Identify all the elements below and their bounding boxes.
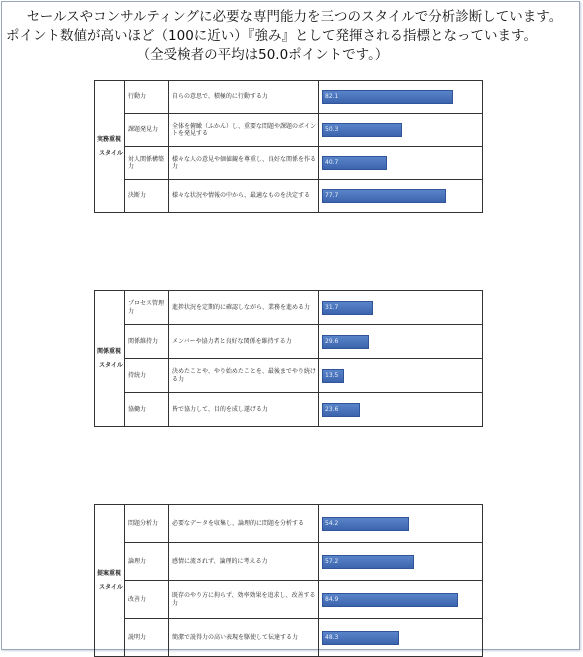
table-row — [95, 619, 483, 657]
score-value: 29.6 — [325, 337, 339, 345]
bar-cell — [319, 619, 483, 657]
score-value: 13.5 — [325, 371, 339, 379]
table-row — [95, 393, 483, 427]
bar-cell — [319, 291, 483, 325]
report-header — [0, 8, 583, 65]
bar-cell — [319, 81, 483, 114]
style-section — [94, 80, 483, 213]
style-name: 関係重視 — [97, 348, 122, 355]
bar-cell — [319, 325, 483, 359]
style-name: 提案重視 — [97, 570, 122, 577]
score-value: 31.7 — [325, 303, 339, 311]
table-row — [95, 505, 483, 543]
score-value: 23.6 — [325, 405, 339, 413]
skill-name: 課題発見力 — [125, 114, 169, 147]
bar-cell — [319, 393, 483, 427]
score-value: 54.2 — [325, 519, 339, 527]
score-value: 77.7 — [325, 192, 339, 199]
skill-description: 簡潔で説得力の高い表現を駆使して伝達する力 — [169, 619, 319, 657]
table-row — [95, 147, 483, 180]
skill-name: 論理力 — [125, 543, 169, 581]
table-row — [95, 325, 483, 359]
bar-cell — [319, 147, 483, 180]
style-label-cell — [95, 505, 125, 657]
score-bar — [322, 90, 453, 104]
skill-name: 持続力 — [125, 359, 169, 393]
header-line-2: ポイント数値が高いほど（100に近い）『強み』として発揮される指標となっています。 — [6, 28, 537, 44]
header-line-3: （全受検者の平均は50.0ポイントです。） — [136, 47, 389, 63]
table-row — [95, 114, 483, 147]
table-row — [95, 291, 483, 325]
bar-cell — [319, 180, 483, 213]
bar-cell — [319, 114, 483, 147]
table-row — [95, 180, 483, 213]
skill-description: 様々な人の意見や価値観を尊重し、良好な関係を作る力 — [169, 147, 319, 180]
score-value: 50.3 — [325, 126, 339, 133]
skill-name: 決断力 — [125, 180, 169, 213]
score-value: 40.7 — [325, 159, 339, 166]
style-label-cell — [95, 81, 125, 213]
table-row — [95, 581, 483, 619]
bar-cell — [319, 543, 483, 581]
skill-description: 全体を俯瞰（ふかん）し、重要な問題や課題のポイントを発見する — [169, 114, 319, 147]
skill-description: 自らの意思で、積極的に行動する力 — [169, 81, 319, 114]
skill-name: 協働力 — [125, 393, 169, 427]
table-row — [95, 359, 483, 393]
bar-cell — [319, 359, 483, 393]
skill-description: 既存のやり方に拘らず、効率効果を追求し、改善する力 — [169, 581, 319, 619]
skill-description: 皆で協力して、目的を成し遂げる力 — [169, 393, 319, 427]
style-label-cell — [95, 291, 125, 427]
score-bar — [322, 593, 458, 607]
style-section — [94, 290, 483, 427]
skill-name: 改善力 — [125, 581, 169, 619]
score-value: 82.1 — [325, 93, 339, 100]
skill-name: 対人関係構築力 — [125, 147, 169, 180]
style-name: 実務重視 — [97, 136, 122, 143]
score-value: 48.3 — [325, 633, 339, 641]
skill-description: 必要なデータを収集し、論理的に問題を分析する — [169, 505, 319, 543]
skill-description: 様々な状況や情報の中から、最適なものを決定する — [169, 180, 319, 213]
skill-name: 関係維持力 — [125, 325, 169, 359]
score-value: 57.2 — [325, 557, 339, 565]
skill-description: メンバーや協力者と良好な関係を維持する力 — [169, 325, 319, 359]
skill-description: 感情に流されず、論理的に考える力 — [169, 543, 319, 581]
table-row — [95, 543, 483, 581]
skill-name: 説明力 — [125, 619, 169, 657]
style-suffix: スタイル — [99, 583, 123, 591]
score-value: 84.9 — [325, 595, 339, 603]
style-suffix: スタイル — [99, 149, 123, 157]
table-row — [95, 81, 483, 114]
skill-name: プロセス管理力 — [125, 291, 169, 325]
score-bar — [322, 189, 446, 203]
header-line-1: セールスやコンサルティングに必要な専門能力を三つのスタイルで分析診断しています。 — [26, 9, 563, 25]
style-section — [94, 504, 483, 657]
skill-name: 問題分析力 — [125, 505, 169, 543]
style-suffix: スタイル — [99, 361, 123, 369]
bar-cell — [319, 505, 483, 543]
skill-name: 行動力 — [125, 81, 169, 114]
bar-cell — [319, 581, 483, 619]
skill-description: 決めたことや、やり始めたことを、最後までやり続ける力 — [169, 359, 319, 393]
skill-description: 進捗状況を定期的に確認しながら、業務を進める力 — [169, 291, 319, 325]
